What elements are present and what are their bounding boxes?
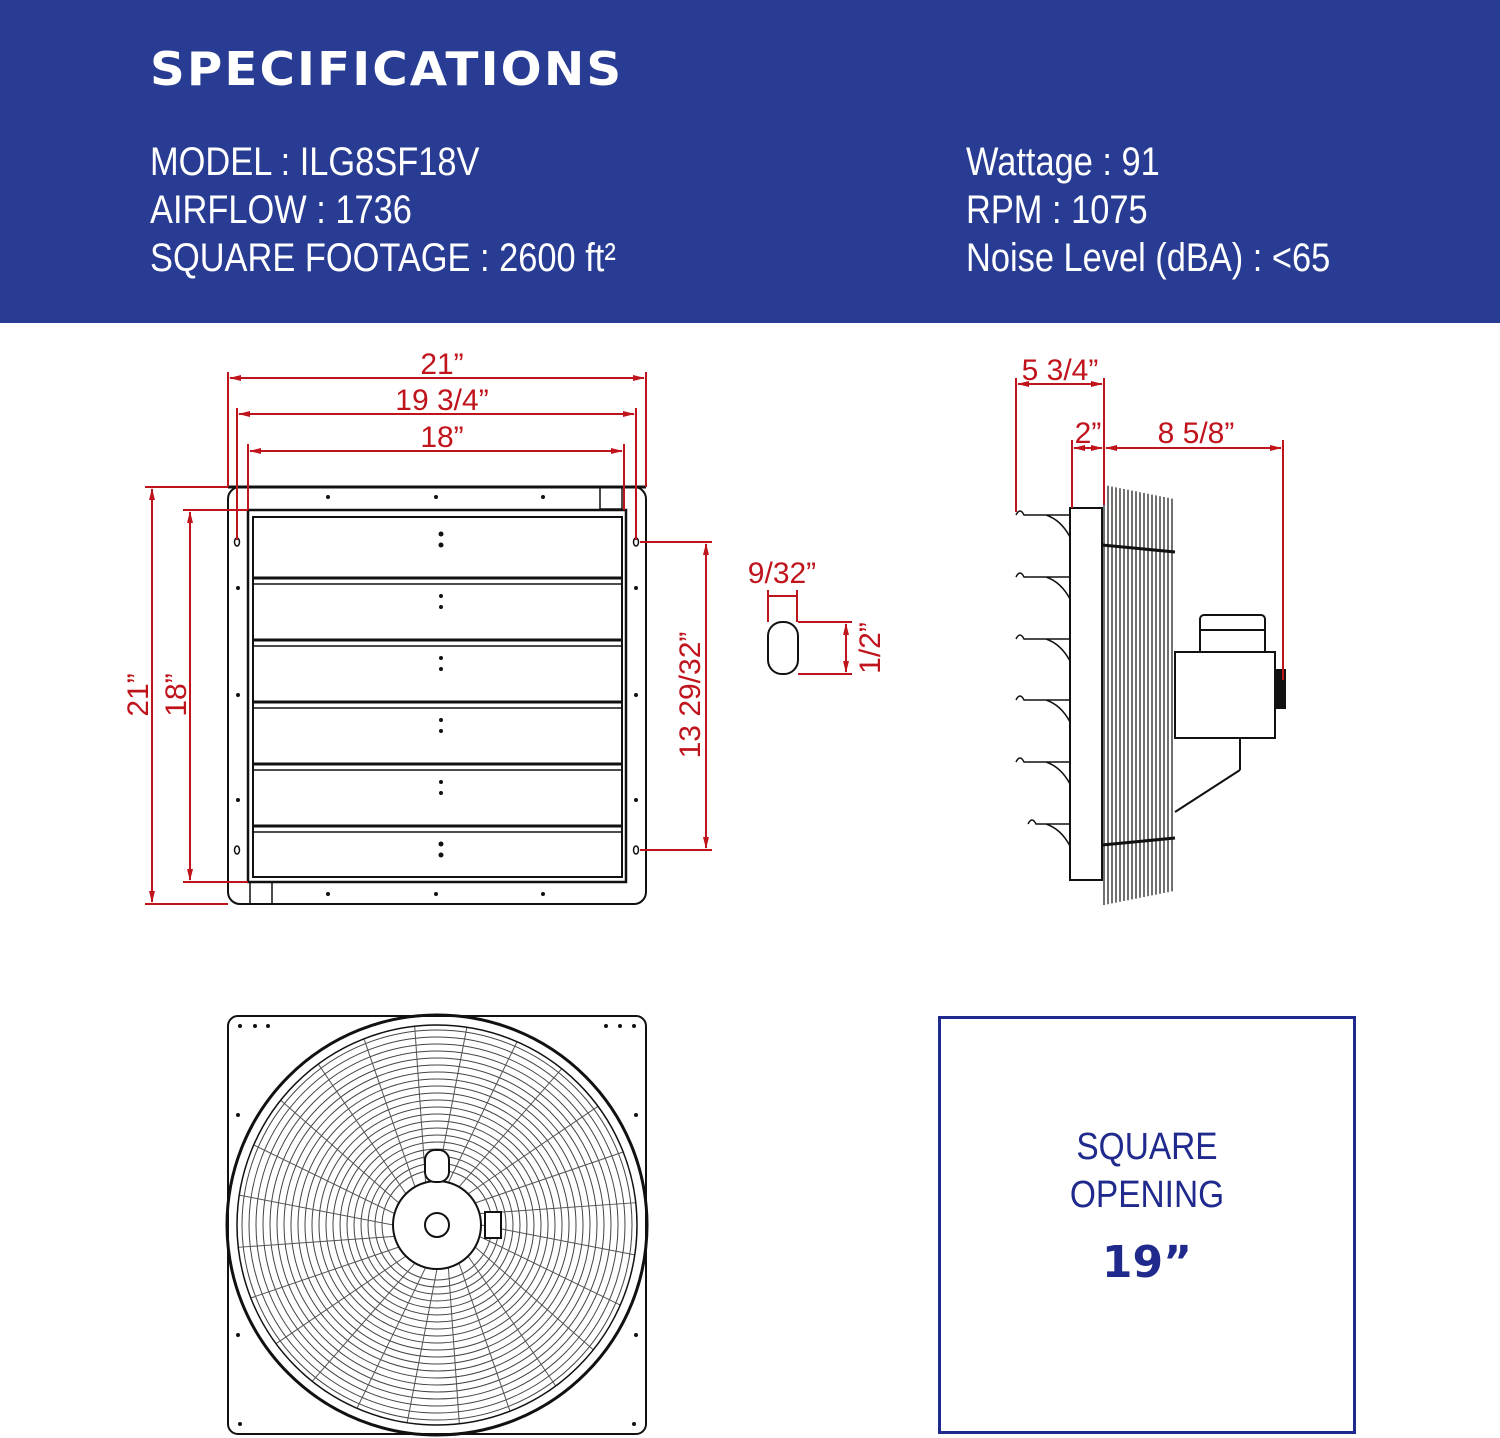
- opening-label-line2: OPENING: [1069, 1174, 1225, 1216]
- dim-width-inner: 18”: [420, 421, 464, 454]
- spec-noise-level: Noise Level (dBA) : <65: [966, 236, 1331, 280]
- front-view-drawing: [228, 487, 646, 904]
- spec-rpm: RPM : 1075: [966, 188, 1148, 232]
- opening-size: 19”: [1101, 1237, 1193, 1288]
- slot-detail: [768, 590, 852, 674]
- dim-width-outer: 21”: [420, 348, 464, 381]
- spec-wattage: Wattage : 91: [966, 140, 1160, 184]
- dim-frame-depth: 2”: [1074, 417, 1102, 450]
- dim-motor-depth: 8 5/8”: [1157, 417, 1235, 450]
- spec-airflow: AIRFLOW : 1736: [150, 188, 412, 232]
- louver-hooks: [1016, 511, 1070, 846]
- dim-total-depth: 5 3/4”: [1021, 354, 1099, 387]
- dim-height-inner: 18”: [160, 673, 193, 717]
- side-view-drawing: [1016, 485, 1285, 905]
- spec-square-footage: SQUARE FOOTAGE : 2600 ft²: [150, 236, 616, 280]
- dim-slot-height: 1/2”: [854, 622, 887, 674]
- dim-hole-spacing: 13 29/32”: [674, 631, 707, 759]
- dim-slot-width: 9/32”: [747, 557, 817, 590]
- spec-model: MODEL : ILG8SF18V: [150, 140, 480, 184]
- specifications-title: SPECIFICATIONS: [150, 42, 624, 96]
- opening-label-line1: SQUARE: [1076, 1126, 1218, 1168]
- back-view-drawing: [227, 1015, 647, 1435]
- dim-width-mount: 19 3/4”: [395, 384, 489, 417]
- dim-height-outer: 21”: [122, 673, 155, 717]
- square-opening-box: [938, 1016, 1356, 1434]
